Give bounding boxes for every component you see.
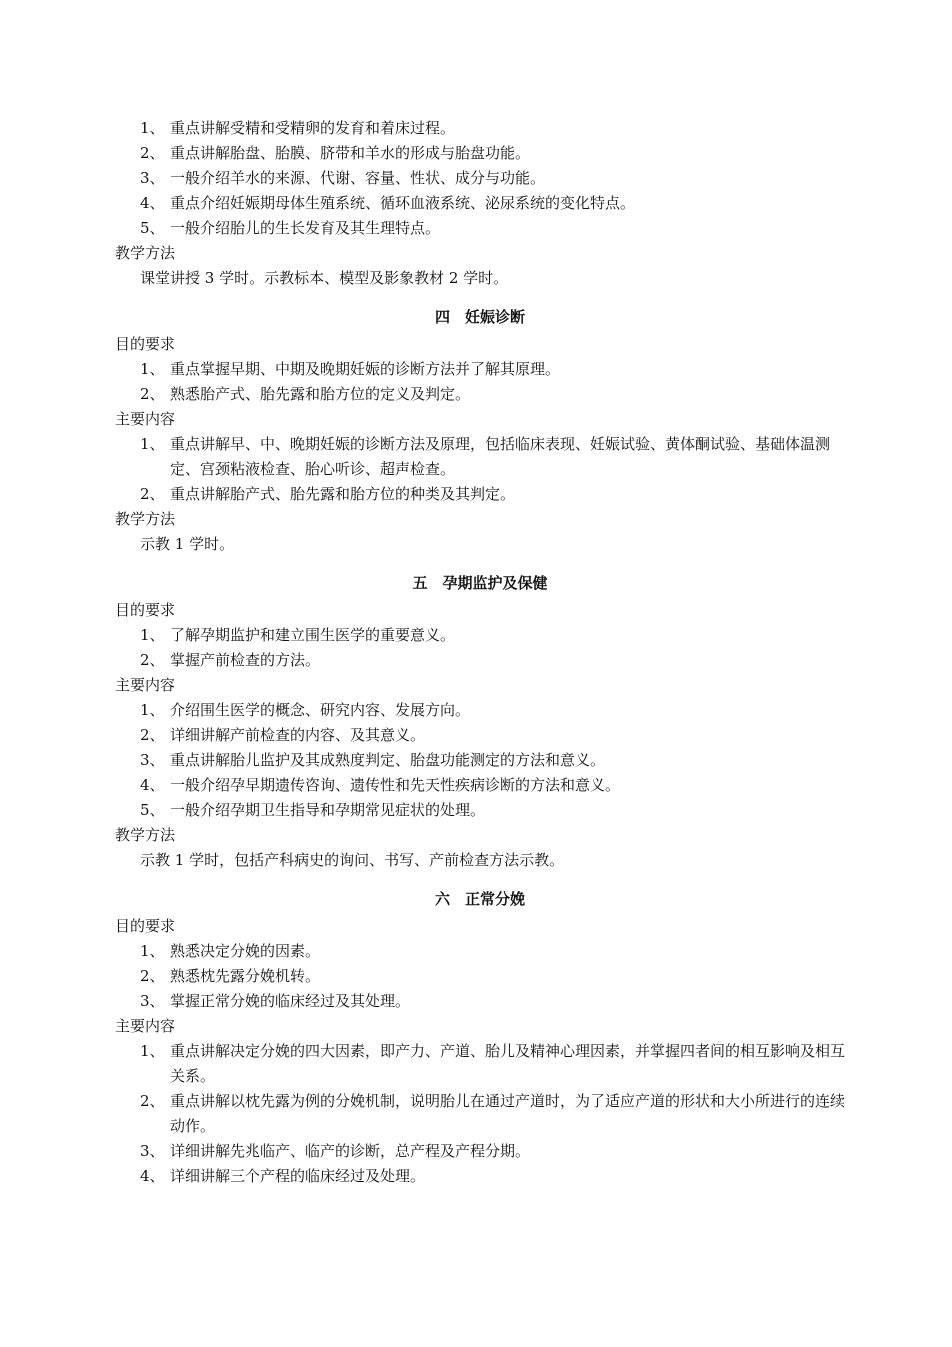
list-item bbox=[115, 116, 845, 141]
item-number: 5、 bbox=[140, 801, 165, 819]
item-number: 1、 bbox=[140, 942, 165, 960]
list-item bbox=[115, 989, 845, 1014]
item-number: 3、 bbox=[140, 169, 165, 187]
method-label: 教学方法 bbox=[115, 826, 176, 844]
item-number: 1、 bbox=[140, 626, 165, 644]
list-item bbox=[115, 482, 845, 507]
item-text: 一般介绍孕早期遗传咨询、遗传性和先天性疾病诊断的方法和意义。 bbox=[170, 776, 621, 794]
list-item bbox=[115, 382, 845, 407]
item-text: 重点讲解胎产式、胎先露和胎方位的种类及其判定。 bbox=[170, 485, 516, 503]
item-number: 5、 bbox=[140, 219, 165, 237]
item-text: 重点讲解胎儿监护及其成熟度判定、胎盘功能测定的方法和意义。 bbox=[170, 751, 606, 769]
goal-label: 目的要求 bbox=[115, 917, 176, 935]
item-number: 3、 bbox=[140, 1142, 165, 1160]
content-label: 主要内容 bbox=[115, 676, 176, 694]
list-item bbox=[115, 357, 845, 382]
item-text: 重点介绍妊娠期母体生殖系统、循环血液系统、泌尿系统的变化特点。 bbox=[170, 194, 636, 212]
item-number: 4、 bbox=[140, 1167, 165, 1185]
list-item bbox=[115, 432, 845, 482]
item-text: 一般介绍孕期卫生指导和孕期常见症状的处理。 bbox=[170, 801, 486, 819]
content-label: 主要内容 bbox=[115, 1017, 176, 1035]
goal-label: 目的要求 bbox=[115, 601, 176, 619]
item-text: 熟悉枕先露分娩机转。 bbox=[170, 967, 321, 985]
item-number: 2、 bbox=[140, 967, 165, 985]
item-number: 1、 bbox=[140, 360, 165, 378]
item-text: 了解孕期监护和建立围生医学的重要意义。 bbox=[170, 626, 456, 644]
section-heading: 四 妊娠诊断 bbox=[434, 308, 525, 326]
list-item bbox=[115, 141, 845, 166]
item-text: 熟悉决定分娩的因素。 bbox=[170, 942, 321, 960]
item-text: 一般介绍胎儿的生长发育及其生理特点。 bbox=[170, 219, 441, 237]
method-label: 教学方法 bbox=[115, 510, 176, 528]
item-text: 重点讲解以枕先露为例的分娩机制，说明胎儿在通过产道时，为了适应产道的形状和大小所进行的连续动作。 bbox=[170, 1092, 846, 1135]
item-number: 1、 bbox=[140, 435, 165, 453]
item-text: 重点讲解早、中、晚期妊娠的诊断方法及原理，包括临床表现、妊娠试验、黄体酮试验、基础体温测定、宫颈粘液检查、胎心听诊、超声检查。 bbox=[170, 435, 831, 478]
list-item bbox=[115, 1139, 845, 1164]
item-number: 2、 bbox=[140, 651, 165, 669]
list-item bbox=[115, 773, 845, 798]
list-item bbox=[115, 939, 845, 964]
method-text: 示教 1 学时，包括产科病史的询问、书写、产前检查方法示教。 bbox=[140, 851, 565, 869]
section-heading: 五 孕期监护及保健 bbox=[412, 574, 548, 592]
item-text: 介绍围生医学的概念、研究内容、发展方向。 bbox=[170, 701, 471, 719]
item-number: 3、 bbox=[140, 992, 165, 1010]
item-text: 详细讲解先兆临产、临产的诊断，总产程及产程分期。 bbox=[170, 1142, 531, 1160]
item-text: 重点掌握早期、中期及晚期妊娠的诊断方法并了解其原理。 bbox=[170, 360, 561, 378]
list-item bbox=[115, 648, 845, 673]
item-text: 掌握正常分娩的临床经过及其处理。 bbox=[170, 992, 411, 1010]
goal-label: 目的要求 bbox=[115, 335, 176, 353]
item-text: 一般介绍羊水的来源、代谢、容量、性状、成分与功能。 bbox=[170, 169, 546, 187]
item-number: 2、 bbox=[140, 485, 165, 503]
content-label: 主要内容 bbox=[115, 410, 176, 428]
method-label: 教学方法 bbox=[115, 244, 176, 262]
list-item bbox=[115, 1089, 845, 1139]
item-number: 4、 bbox=[140, 776, 165, 794]
list-item bbox=[115, 1164, 845, 1189]
item-number: 2、 bbox=[140, 1092, 165, 1110]
item-text: 重点讲解受精和受精卵的发育和着床过程。 bbox=[170, 119, 456, 137]
list-item bbox=[115, 964, 845, 989]
section-heading: 六 正常分娩 bbox=[434, 890, 525, 908]
method-text: 示教 1 学时。 bbox=[140, 535, 235, 553]
item-number: 3、 bbox=[140, 751, 165, 769]
list-item bbox=[115, 698, 845, 723]
item-number: 2、 bbox=[140, 385, 165, 403]
item-text: 重点讲解决定分娩的四大因素，即产力、产道、胎儿及精神心理因素，并掌握四者间的相互影响及相互关系。 bbox=[170, 1042, 846, 1085]
list-item bbox=[115, 191, 845, 216]
list-item bbox=[115, 748, 845, 773]
item-text: 熟悉胎产式、胎先露和胎方位的定义及判定。 bbox=[170, 385, 471, 403]
list-item bbox=[115, 166, 845, 191]
item-text: 重点讲解胎盘、胎膜、脐带和羊水的形成与胎盘功能。 bbox=[170, 144, 531, 162]
list-item bbox=[115, 623, 845, 648]
list-item bbox=[115, 723, 845, 748]
item-text: 详细讲解三个产程的临床经过及处理。 bbox=[170, 1167, 426, 1185]
item-number: 1、 bbox=[140, 119, 165, 137]
document-content bbox=[115, 116, 845, 1189]
item-number: 1、 bbox=[140, 701, 165, 719]
item-number: 1、 bbox=[140, 1042, 165, 1060]
item-number: 4、 bbox=[140, 194, 165, 212]
item-text: 掌握产前检查的方法。 bbox=[170, 651, 321, 669]
item-text: 详细讲解产前检查的内容、及其意义。 bbox=[170, 726, 426, 744]
method-text: 课堂讲授 3 学时。示教标本、模型及影象教材 2 学时。 bbox=[140, 269, 509, 287]
list-item bbox=[115, 216, 845, 241]
list-item bbox=[115, 798, 845, 823]
item-number: 2、 bbox=[140, 726, 165, 744]
item-number: 2、 bbox=[140, 144, 165, 162]
list-item bbox=[115, 1039, 845, 1089]
